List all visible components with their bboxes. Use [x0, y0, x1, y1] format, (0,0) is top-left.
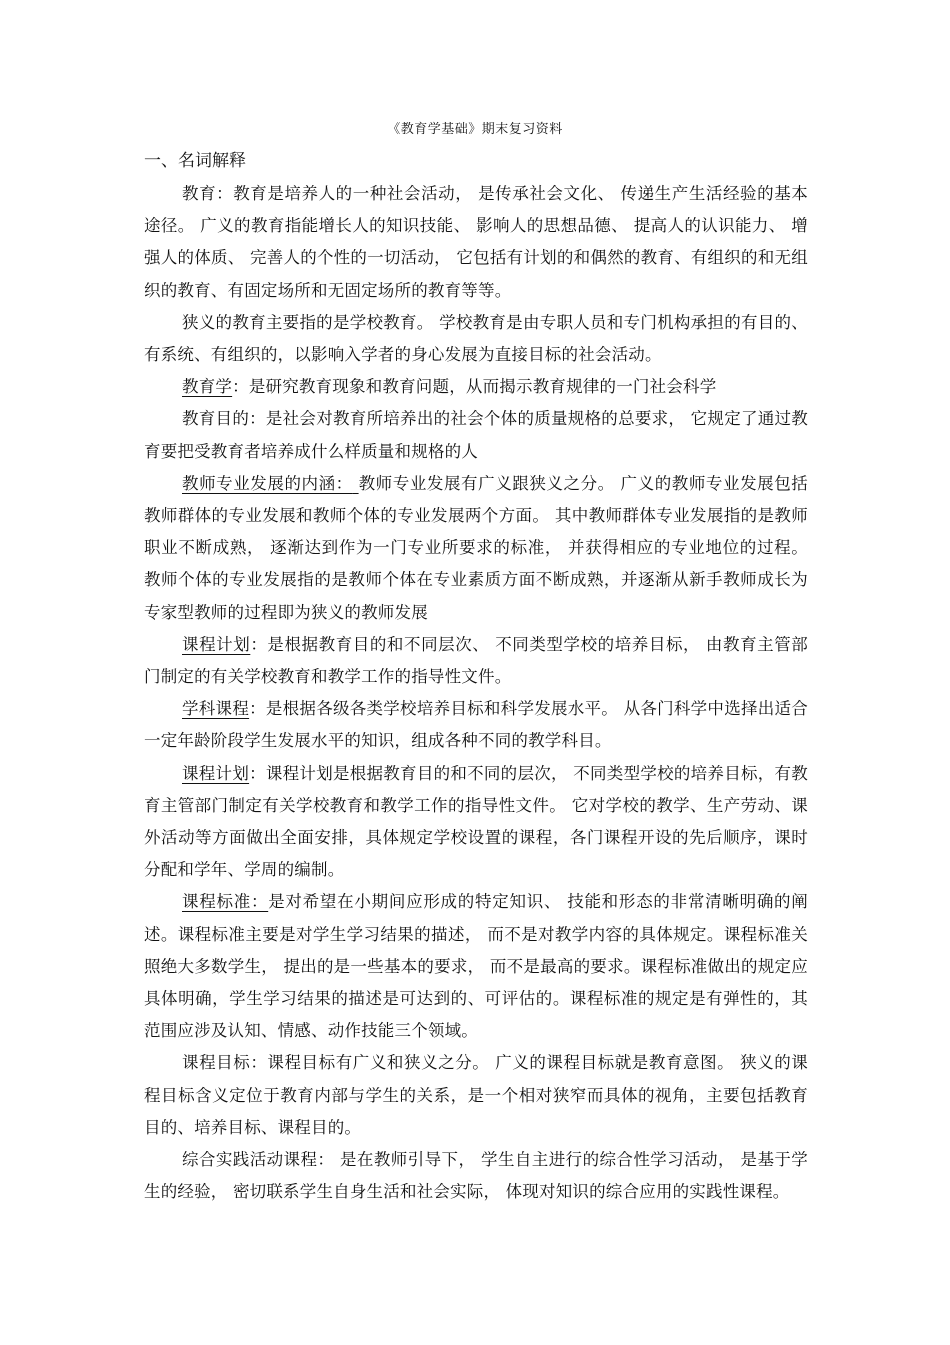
term-separator: ： — [216, 184, 234, 203]
entry-education-purpose — [144, 403, 808, 467]
entry-pedagogy — [144, 371, 808, 403]
entry-curriculum-plan-2 — [144, 758, 808, 887]
term-separator: ： — [232, 377, 249, 397]
term-label: 综合实践活动课程 — [182, 1150, 318, 1170]
definition-text: 是研究教育现象和教育问题，从而揭示教育规律的一门社会科学 — [248, 377, 717, 397]
term-label: 教育 — [182, 184, 217, 203]
term-label: 学科课程 — [182, 699, 250, 719]
term-separator: ： — [250, 634, 268, 654]
term-separator: ： — [249, 699, 266, 719]
definition-text: 是根据教育目的和不同层次、 不同类型学校的培养目标， 由教育主管部门制定的有关学校教育和教学工作的指导性文件。 — [144, 634, 808, 687]
definition-text: 是在教师引导下， 学生自主进行的综合性学习活动， 是基于学生的经验， 密切联系学生自身生活和社会实际， 体现对知识的综合应用的实践性课程。 — [144, 1150, 809, 1202]
definition-text: 课程计划是根据教育目的和不同的层次， 不同类型学校的培养目标，有教育主管部门制定有关学校教育和教学工作的指导性文件。 它对学校的教学、生产劳动、课外活动等方面做出全面安排，具体规定学校设置的课程，各门课程开设的先后顺序，课时分配和学年、学周的编制。 — [144, 763, 808, 880]
definition-text: 是对希望在小期间应形成的特定知识、 技能和形态的非常清晰明确的阐述。课程标准主要是对学生学习结果的描述， 而不是对教学内容的具体规定。课程标准关照绝大多数学生， 提出的是一些基本的要求， 而不是最高的要求。课程标准做出的规定应具体明确，学生学习结果的描述是可达到的、可评估的。课程标准的规定是有弹性的，其范围应涉及认知、情感、动作技能三个领域。 — [144, 892, 808, 1041]
term-label: 课程目标 — [182, 1053, 251, 1073]
document-body — [144, 178, 808, 1209]
definition-text: 是社会对教育所培养出的社会个体的质量规格的总要求， 它规定了通过教育要把受教育者培养成什么样质量和规格的人 — [144, 409, 808, 461]
entry-curriculum-standard — [144, 886, 808, 1047]
term-separator: ： — [250, 1053, 268, 1073]
entry-curriculum-goal — [144, 1047, 808, 1144]
term-label: 课程标准： — [182, 892, 269, 912]
definition-text: 教育是培养人的一种社会活动， 是传承社会文化、 传递生产生活经验的基本途径。 广义的教育指能增长人的知识技能、 影响人的思想品德、 提高人的认识能力、 增强人的体质、 完善人的个性的一切活动， 它包括有计划的和偶然的教育、有组织的和无组织的教育、有固定场所和无固定场所的教育等等。 — [144, 184, 808, 300]
term-label: 教师专业发展的内涵： — [182, 473, 353, 493]
definition-text: 是根据各级各类学校培养目标和科学发展水平。 从各门科学中选择出适合一定年龄阶段学生发展水平的知识，组成各种不同的教学科目。 — [144, 699, 808, 751]
entry-subject-curriculum — [144, 693, 808, 757]
term-separator: ： — [317, 1150, 335, 1170]
section-heading: 一、名词解释 — [144, 151, 246, 171]
term-label: 课程计划 — [182, 634, 251, 654]
document-title: 《教育学基础》期末复习资料 — [387, 122, 563, 137]
term-separator: ： — [249, 763, 266, 783]
term-label: 教育学 — [182, 377, 233, 397]
term-label: 课程计划 — [182, 763, 250, 783]
entry-education — [144, 178, 808, 307]
entry-teacher-development — [144, 468, 808, 629]
definition-text: 狭义的教育主要指的是学校教育。 学校教育是由专职人员和专门机构承担的有目的、有系统、有组织的，以影响入学者的身心发展为直接目标的社会活动。 — [144, 312, 808, 365]
entry-curriculum-plan — [144, 629, 808, 693]
term-separator: ： — [249, 409, 266, 429]
definition-text: 课程目标有广义和狭义之分。 广义的课程目标就是教育意图。 狭义的课程目标含义定位于教育内部与学生的关系，是一个相对狭窄而具体的视角，主要包括教育目的、培养目标、课程目的。 — [144, 1053, 808, 1137]
entry-narrow-education — [144, 307, 808, 371]
definition-text: 教师专业发展有广义跟狭义之分。 广义的教师专业发展包括教师群体的专业发展和教师个体的专业发展两个方面。 其中教师群体专业发展指的是教师职业不断成熟， 逐渐达到作为一门专业所要求的标准， 并获得相应的专业地位的过程。 教师个体的专业发展指的是教师个体在专业素质方面不断成熟，并逐渐从新手教师成长为专家型教师的过程即为狭义的教师发展 — [144, 473, 808, 622]
term-label: 教育目的 — [182, 409, 250, 429]
entry-practice-curriculum — [144, 1144, 808, 1208]
